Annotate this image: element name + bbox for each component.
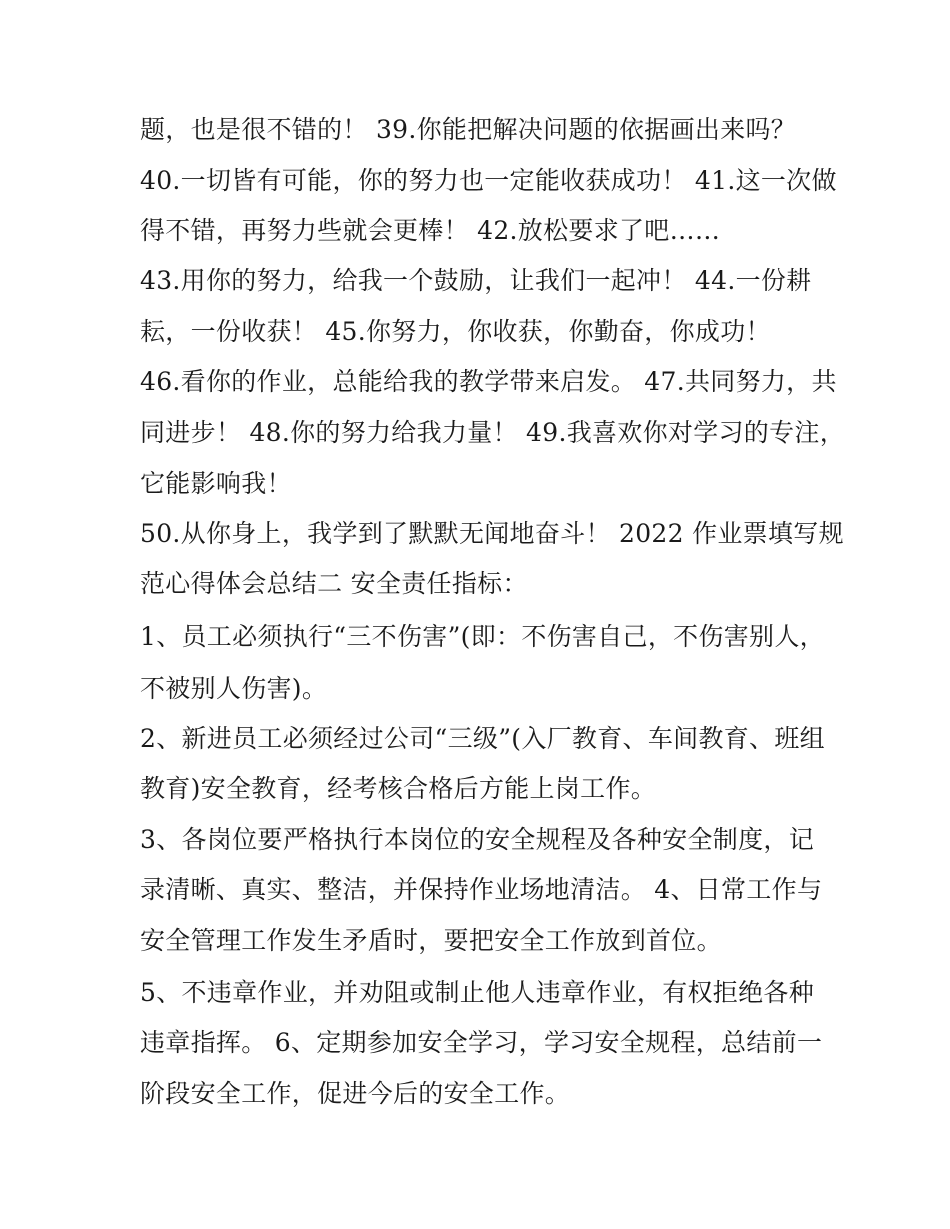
text-line: 耘，一份收获！ 45.你努力，你收获，你勤奋，你成功！ [140, 317, 771, 346]
text-line: 同进步！ 48.你的努力给我力量！ 49.我喜欢你对学习的专注， [140, 418, 846, 447]
text-line: 得不错，再努力些就会更棒！ 42.放松要求了吧…… [140, 216, 721, 245]
text-line: 违章指挥。 6、定期参加安全学习，学习安全规程，总结前一 [140, 1028, 823, 1057]
text-line: 1、员工必须执行“三不伤害”(即：不伤害自己，不伤害别人， [140, 622, 825, 651]
text-line: 安全管理工作发生矛盾时，要把安全工作放到首位。 [140, 926, 722, 955]
text-line: 46.看你的作业，总能给我的教学带来启发。 47.共同努力，共 [140, 367, 837, 396]
text-line: 3、各岗位要严格执行本岗位的安全规程及各种安全制度，记 [140, 825, 815, 854]
text-line: 教育)安全教育，经考核合格后方能上岗工作。 [140, 774, 657, 803]
text-line: 范心得体会总结二 安全责任指标： [140, 569, 528, 598]
text-line: 2、新进员工必须经过公司“三级”(入厂教育、车间教育、班组 [140, 724, 825, 753]
text-line: 它能影响我！ [140, 469, 292, 498]
text-line: 录清晰、真实、整洁，并保持作业场地清洁。 4、日常工作与 [140, 875, 823, 904]
text-line: 50.从你身上，我学到了默默无闻地奋斗！ 2022 作业票填写规 [140, 519, 844, 548]
text-line: 阶段安全工作，促进今后的安全工作。 [140, 1079, 571, 1108]
text-line: 43.用你的努力，给我一个鼓励，让我们一起冲！ 44.一份耕 [140, 266, 812, 295]
text-line: 不被别人伤害)。 [140, 674, 328, 703]
text-line: 5、不违章作业，并劝阻或制止他人违章作业，有权拒绝各种 [140, 978, 815, 1007]
text-line: 题，也是很不错的！ 39.你能把解决问题的依据画出来吗？ [140, 115, 797, 144]
text-line: 40.一切皆有可能，你的努力也一定能收获成功！ 41.这一次做 [140, 166, 837, 195]
